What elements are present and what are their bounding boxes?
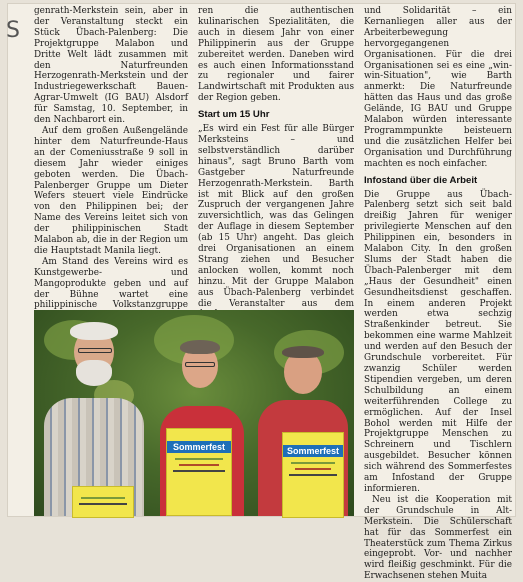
paragraph: ren die authentischen kulinarischen Spezialitäten, die auch in diesem Jahr von einer Philippinerin aus der Gruppe zubereitet werden. Daneben wird es auch einen Informationsstand zu regionaler und fairer Landwirtschaft mit Produkten aus der Region geben. xyxy=(198,6,354,104)
paragraph: „Es wird ein Fest für alle Bürger Merksteins – und selbstverständlich darüber hinaus", sagt Bruno Barth vom Gastgeber Naturfreunde Herzogenrath-Merkstein. Barth ist mit Blick auf den großen Zuspruch der vergangenen Jahre zuversichtlich, was das Gelingen der Auflage in diesem September (ab 15 Uhr) angeht. Das gleich drei Organisationen an einem Strang ziehen und Besucher anlocken wollen, kommt noch hinzu. Mit der Gruppe Malabon aus Übach-Palenberg verbindet die Veranstalter aus dem xyxy=(198,124,354,309)
poster-graphic xyxy=(175,458,223,460)
newspaper-clipping xyxy=(6,4,515,582)
hair xyxy=(282,346,324,358)
subheading: Start um 15 Uhr xyxy=(198,109,270,121)
margin-mark: S xyxy=(6,18,18,43)
sommerfest-poster xyxy=(166,428,232,516)
white-hair xyxy=(70,322,118,340)
poster-graphic xyxy=(179,464,219,466)
poster-graphic xyxy=(295,468,331,470)
paragraph: Neu ist die Kooperation mit der Grundschule in Alt-Merkstein. Die Schülerschaft hat für das Sommerfest ein Theaterstück zum Thema Zirkus eingeprobt. Vor- und nachher wird fleißig geschminkt. Für die Erwachsenen stehen Muita xyxy=(364,494,512,582)
article-column-1 xyxy=(34,6,188,322)
poster-graphic xyxy=(81,497,125,499)
paragraph: Auf dem großen Außengelände hinter dem Naturfreunde-Haus an der Comeniusstraße 9 soll in diesem Jahr wieder einiges geboten werden. Die Übach-Palenberger Gruppe um Dieter Wefers steuert viele Eindrücke von den Philippinen bei; der Name des Vereins leitet sich von der philippinischen Stadt Malabon ab, die in der Region um die Hauptstadt Manila liegt. xyxy=(34,125,188,256)
paragraph: Die Gruppe aus Übach-Palenberg setzt sich seit bald dreißig Jahren für weniger privilegierte Menschen auf den Philippinen ein, besonders in Malabon City. In den großen Slums der Stadt haben die Übach-Palenberger mit dem „Haus der Gesundheit" einen Gesundheitsdienst geschaffen. In einem anderen Projekt werden etwa sechzig Straßenkinder betreut. Sie bekommen eine warme Mahlzeit und werden auf den Besuch der Grundschule vorbereitet. Für zwanzig Schüler werden Stipendien vergeben, um deren Schulbildung an einem weiterführenden College zu ermöglichen. Auf der Insel Bohol werden mit Hilfe der Projektgruppe Menschen zu Schreinern und Tischlern ausgebildet. Besucher können sich während des Sommerfestes am Infostand der Gruppe informieren. xyxy=(364,189,512,494)
beard xyxy=(76,360,112,386)
article-photo xyxy=(34,310,354,516)
sommerfest-poster xyxy=(282,432,344,518)
sommerfest-poster-small xyxy=(72,486,134,518)
poster-graphic xyxy=(291,462,335,464)
paragraph: Am Stand des Vereins wird es Kunstgewerbe- und Mangoprodukte geben und auf der Bühne wartet eine philippinische Volkstanzgruppe xyxy=(34,256,188,311)
poster-graphic xyxy=(173,470,225,472)
glasses xyxy=(185,362,215,367)
person-middle xyxy=(152,310,252,516)
poster-graphic xyxy=(79,503,127,505)
article-column-2 xyxy=(198,6,354,320)
article-column-3 xyxy=(364,6,512,582)
poster-title: Sommerfest xyxy=(167,441,231,453)
subheading: Infostand über die Arbeit xyxy=(364,174,478,186)
hair xyxy=(180,340,220,354)
paragraph: genrath-Merkstein sein, aber in der Veranstaltung steckt ein Stück Übach-Palenberg: Die Projektgruppe Malabon und Dritte Welt lädt zusammen mit den Naturfreunden Herzogenrath-Merkstein und der Industriegewerkschaft Bauen-Agrar-Umwelt (IG BAU) Alsdorf für Samstag, 10. September, in den Nachbarort ein. xyxy=(34,6,188,126)
person-right xyxy=(252,310,354,516)
glasses xyxy=(78,348,112,353)
paragraph: und Solidarität – ein Kernanliegen aller aus der Arbeiterbewegung hervorgegangenen Organisationen. Für die drei Organisationen sei es eine „win-win-Situation", wie Barth anmerkt: Die Naturfreunde hätten das Haus und das große Gelände, IG BAU und Gruppe Malabon würden interessante Programmpunkte beisteuern und die zusätzlichen Helfer bei Organisation und Durchführung machten es noch einfacher. xyxy=(364,6,512,169)
poster-title: Sommerfest xyxy=(283,445,343,457)
poster-graphic xyxy=(289,474,337,476)
